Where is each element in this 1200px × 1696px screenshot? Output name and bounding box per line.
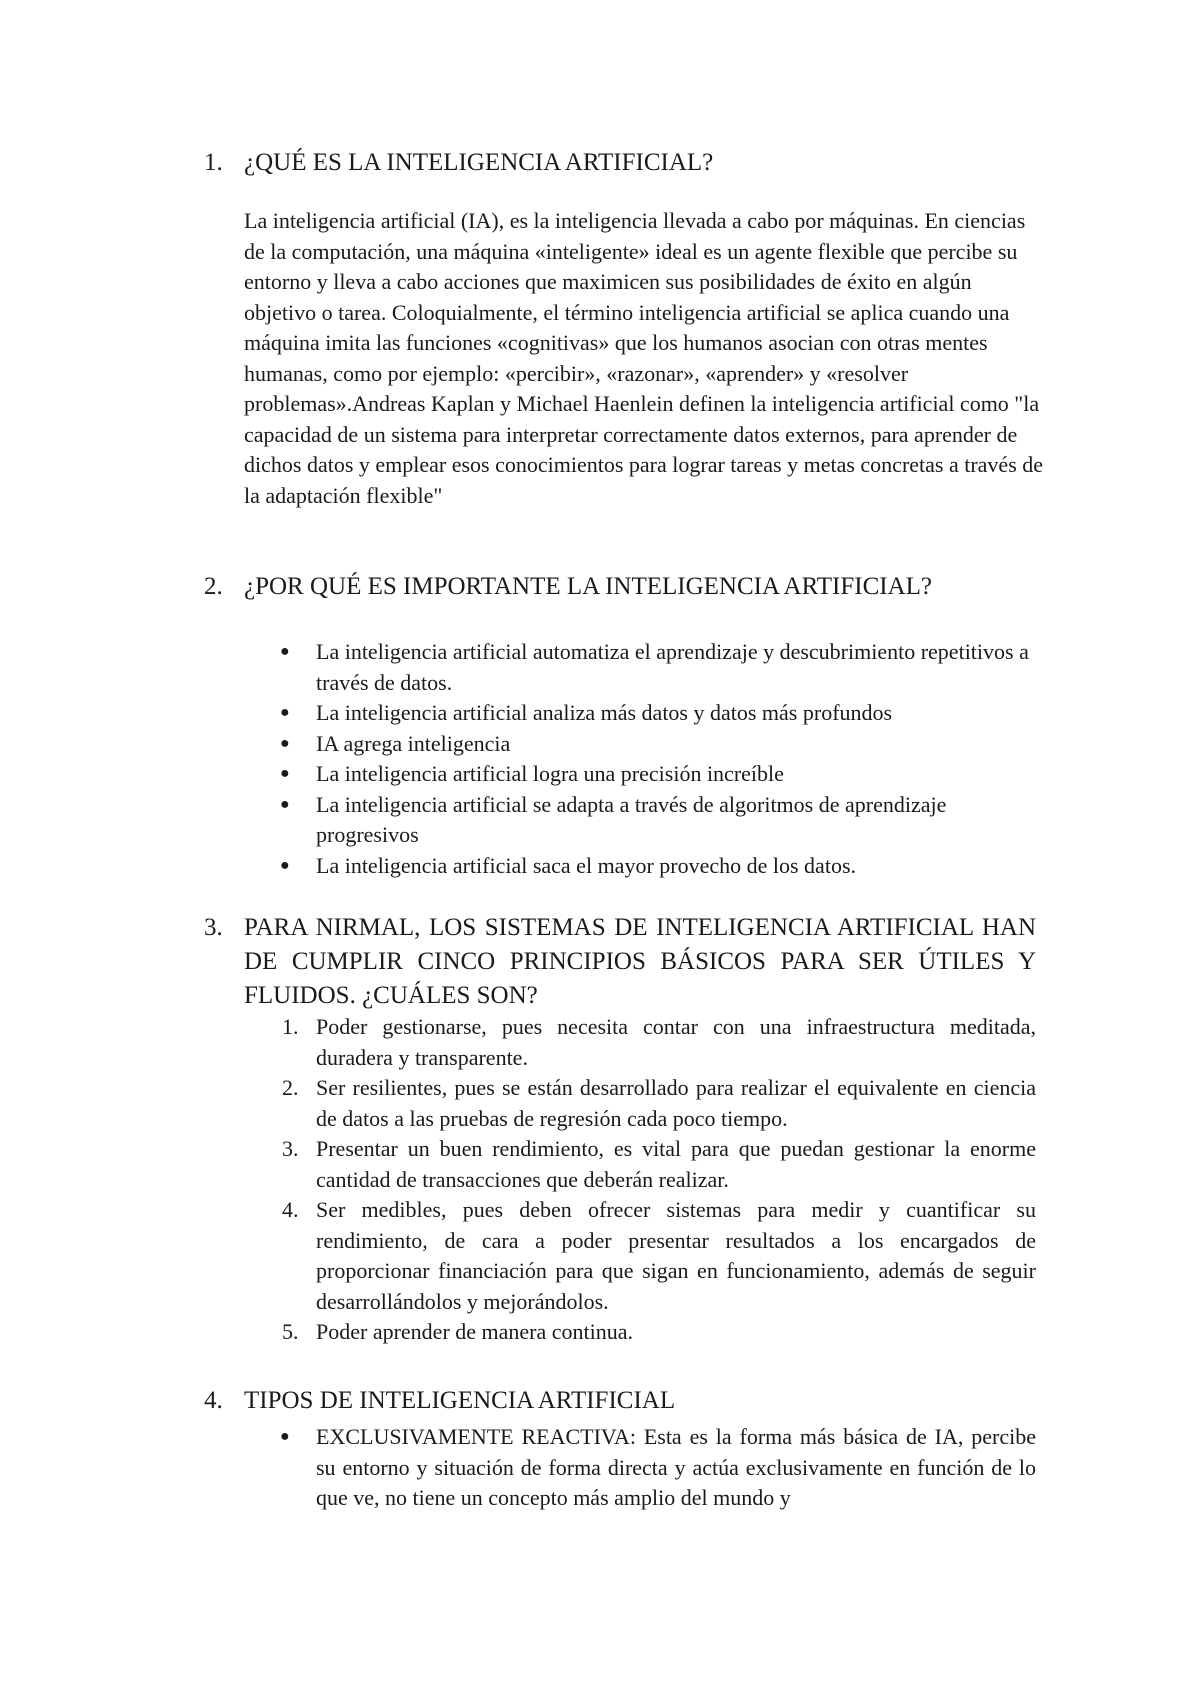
- list-item: ● IA agrega inteligencia: [244, 729, 1036, 760]
- section-3-number: 3.: [204, 914, 223, 941]
- bullet-icon: ●: [280, 643, 290, 660]
- section-1-heading: [204, 146, 1036, 180]
- section-3-numbered-list: [244, 1012, 1036, 1348]
- list-item: 4. Ser medibles, pues deben ofrecer sistemas para medir y cuantificar su rendimiento, de cara a poder presentar resultados a los encargados de proporcionar financiación para que sigan en funcionamiento, además de seguir desarrollándolos y mejorándolos.: [282, 1197, 1036, 1314]
- list-item: ● La inteligencia artificial automatiza el aprendizaje y descubrimiento repetitivos a través de datos.: [280, 639, 1029, 695]
- list-item: ● EXCLUSIVAMENTE REACTIVA: Esta es la forma más básica de IA, percibe su entorno y situación de forma directa y actúa exclusivamente en función de lo que ve, no tiene un concepto más amplio del mundo y: [280, 1424, 1036, 1510]
- section-4-heading: [204, 1384, 1036, 1418]
- section-2-heading: [204, 570, 1036, 604]
- bullet-icon: ●: [280, 765, 290, 782]
- section-4-title: TIPOS DE INTELIGENCIA ARTIFICIAL: [244, 1387, 676, 1414]
- list-item-number: 2.: [282, 1075, 299, 1100]
- section-3-title: PARA NIRMAL, LOS SISTEMAS DE INTELIGENCIA ARTIFICIAL HAN DE CUMPLIR CINCO PRINCIPIOS BÁSICOS PARA SER ÚTILES Y FLUIDOS. ¿CUÁLES SON?: [244, 914, 1036, 1009]
- list-item: 3. Presentar un buen rendimiento, es vital para que puedan gestionar la enorme cantidad de transacciones que deberán realizar.: [282, 1136, 1036, 1192]
- section-2-bullet-list: [244, 637, 1036, 881]
- section-1-paragraph: La inteligencia artificial (IA), es la inteligencia llevada a cabo por máquinas. En ciencias de la computación, una máquina «inteligente» ideal es un agente flexible que percibe su entorno y lleva a cabo acciones que maximicen sus posibilidades de éxito en algún objetivo o tarea. Coloquialmente, el término inteligencia artificial se aplica cuando una máquina imita las funciones «cognitivas» que los humanos asocian con otras mentes humanas, como por ejemplo: «percibir», «razonar», «aprender» y «resolver problemas».Andreas Kaplan y Michael Haenlein definen la inteligencia artificial como "la capacidad de un sistema para interpretar correctamente datos externos, para aprender de dichos datos y emplear esos conocimientos para lograr tareas y metas concretas a través de la adaptación flexible": [244, 208, 1044, 508]
- bullet-icon: ●: [280, 1428, 290, 1445]
- list-item: ● La inteligencia artificial saca el mayor provecho de los datos.: [244, 851, 1036, 882]
- list-item-number: 5.: [282, 1319, 299, 1344]
- section-2-title: ¿POR QUÉ ES IMPORTANTE LA INTELIGENCIA ARTIFICIAL?: [244, 573, 933, 600]
- list-item: ● La inteligencia artificial analiza más datos y datos más profundos: [244, 698, 1036, 729]
- section-2-number: 2.: [204, 573, 223, 600]
- list-item: 2. Ser resilientes, pues se están desarrollado para realizar el equivalente en ciencia de datos a las pruebas de regresión cada poco tiempo.: [282, 1075, 1036, 1131]
- bullet-icon: ●: [280, 795, 290, 813]
- bullet-icon: ●: [280, 856, 290, 874]
- section-3-heading: [204, 911, 1036, 1013]
- list-item-number: 3.: [282, 1136, 299, 1161]
- section-4-number: 4.: [204, 1387, 223, 1414]
- list-item-number: 4.: [282, 1197, 299, 1222]
- list-item-number: 1.: [282, 1014, 299, 1039]
- list-item: 1. Poder gestionarse, pues necesita contar con una infraestructura meditada, duradera y transparente.: [282, 1014, 1036, 1070]
- section-4-bullet-list: [244, 1422, 1036, 1514]
- section-1-number: 1.: [204, 149, 223, 176]
- section-1-title: ¿QUÉ ES LA INTELIGENCIA ARTIFICIAL?: [244, 149, 714, 176]
- list-item: ● La inteligencia artificial se adapta a través de algoritmos de aprendizaje progresivos: [280, 791, 947, 847]
- list-item: ● La inteligencia artificial logra una precisión increíble: [244, 759, 1036, 790]
- bullet-icon: ●: [280, 734, 290, 752]
- list-item: 5. Poder aprender de manera continua.: [244, 1317, 1036, 1348]
- bullet-icon: ●: [280, 704, 290, 721]
